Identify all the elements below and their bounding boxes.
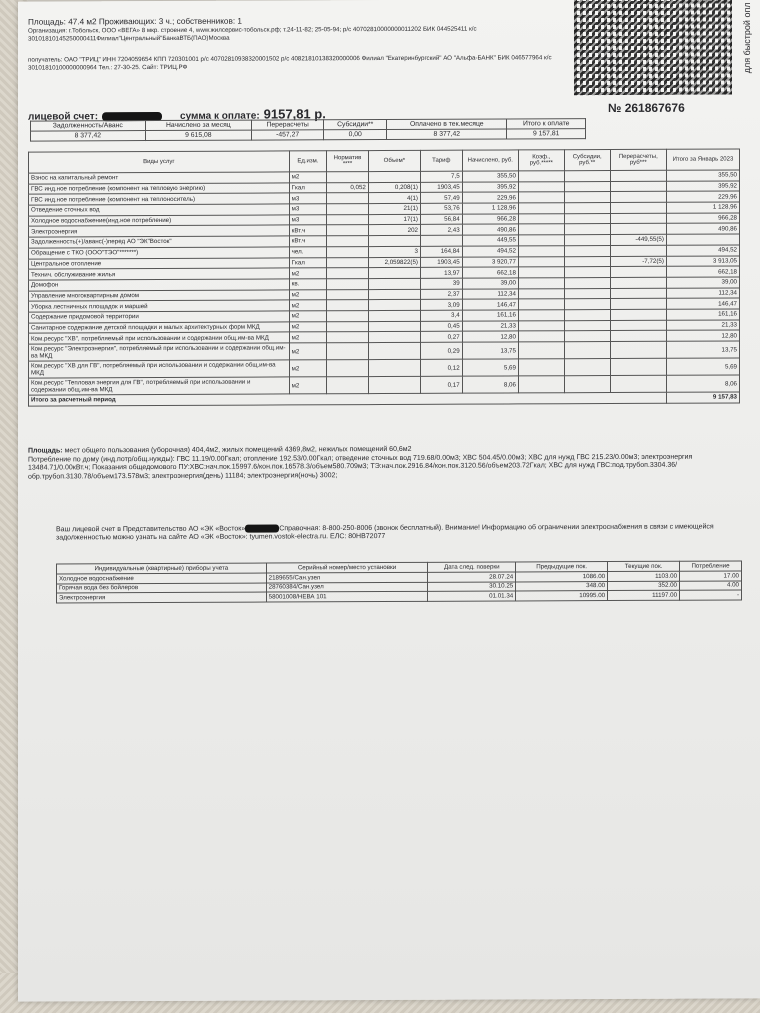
service-cell	[327, 321, 369, 332]
services-header: Начислено, руб.	[462, 150, 518, 171]
summary-header: Начислено за месяц	[145, 120, 251, 130]
service-cell	[327, 268, 369, 279]
meter-cell: -	[680, 590, 742, 600]
service-cell: 1 128,96	[666, 202, 739, 213]
meter-name: Электроэнергия	[57, 592, 267, 602]
service-name: ГВС инд.ное потребление (компонент на тепловую энергию)	[29, 183, 290, 195]
service-cell	[610, 331, 666, 342]
service-cell	[368, 332, 420, 343]
service-cell	[518, 224, 564, 235]
service-cell: 21(1)	[368, 203, 420, 214]
service-cell	[564, 181, 610, 192]
service-cell: 7,5	[420, 171, 462, 182]
service-cell: 3	[368, 246, 420, 257]
service-cell	[327, 278, 369, 289]
service-cell	[564, 171, 610, 182]
service-cell	[610, 170, 666, 181]
summary-value: 9 157,81	[507, 129, 586, 139]
service-cell	[518, 331, 564, 342]
service-cell	[564, 309, 610, 320]
amount-due-value: 9157,81 р.	[263, 106, 326, 122]
meters-header: Дата след. поверки	[428, 562, 516, 572]
service-cell: 0,27	[420, 331, 462, 342]
service-cell: м2	[289, 332, 327, 343]
meter-cell: 17.00	[680, 571, 742, 581]
meters-body	[57, 571, 742, 602]
services-body	[29, 170, 740, 395]
service-cell: кв.	[289, 279, 327, 290]
service-cell	[666, 234, 739, 245]
service-cell: м2	[289, 289, 327, 300]
meters-header: Потребление	[680, 561, 742, 571]
service-name: Ком.ресурс "Тепловая энергия для ГВ", потребляемый при использовании и содержании общ.им-ва МКД	[29, 377, 290, 395]
summary-header: Задолженность/Аванс	[31, 121, 146, 132]
service-cell: 966,28	[462, 214, 518, 225]
service-name: Отведение сточных вод	[29, 204, 290, 216]
services-header: Норматив ****	[327, 151, 369, 172]
service-cell: 146,47	[666, 298, 739, 309]
meter-cell: 2189655/Сан.узел	[266, 572, 428, 582]
services-header: Итого за Январь 2023	[666, 149, 739, 170]
service-cell: 449,55	[462, 235, 518, 246]
provider-text-after: Справочная: 8-800-250-8006 (звонок бесплатный). Внимание! Информацию об ограничении электроснабжения в связи с имеющейся задолженностью можно узнать на сайте АО «ЭК «Восток»: tyumen.vostok-electra.ru. ЕЛС: 80НВ72077	[56, 523, 714, 542]
service-cell: 355,50	[666, 170, 739, 181]
service-cell: м2	[289, 377, 327, 394]
service-cell: 2,43	[420, 225, 462, 236]
service-cell	[327, 289, 369, 300]
service-cell: 0,29	[420, 342, 462, 359]
service-cell: Гкал	[289, 257, 327, 268]
service-name: Задолженность(+)/аванс(-)перед АО "ЭК"Восток"	[29, 236, 290, 248]
redacted-provider-account	[245, 524, 279, 532]
service-cell	[564, 213, 610, 224]
service-cell	[518, 171, 564, 182]
service-cell: м2	[289, 172, 327, 183]
service-cell: м3	[289, 193, 327, 204]
service-cell: м2	[289, 311, 327, 322]
service-cell: -449,55(5)	[610, 234, 666, 245]
service-cell	[368, 300, 420, 311]
utility-bill-page	[18, 0, 760, 1002]
service-name: Ком.ресурс "ХВ", потребляемый при использовании и содержании общ.им-ва МКД	[29, 332, 290, 344]
meter-cell: 10995.00	[516, 591, 608, 601]
service-cell: кВт.ч	[289, 225, 327, 236]
service-cell: 0,12	[420, 359, 462, 376]
service-cell	[610, 202, 666, 213]
service-cell: 161,16	[666, 309, 739, 320]
services-total-row	[29, 392, 740, 406]
meter-cell: 30.10.25	[428, 581, 516, 591]
service-name: Электроэнергия	[29, 225, 290, 237]
service-cell: чел.	[289, 247, 327, 258]
service-cell: 8,06	[462, 376, 518, 393]
service-cell	[327, 332, 369, 343]
service-cell: 494,52	[666, 245, 739, 256]
service-cell	[518, 359, 564, 376]
provider-notice	[56, 523, 728, 544]
service-cell	[368, 268, 420, 279]
service-cell: 3,4	[420, 310, 462, 321]
service-cell	[368, 278, 420, 289]
service-cell	[564, 359, 610, 376]
service-cell	[564, 331, 610, 342]
summary-header: Субсидии**	[324, 120, 387, 130]
summary-header: Оплачено в тек.месяце	[387, 119, 507, 130]
meter-cell: 352.00	[608, 581, 680, 591]
service-cell	[368, 171, 420, 182]
meter-cell: 4.00	[680, 580, 742, 590]
document-number: № 261867676	[608, 100, 685, 116]
service-cell	[564, 235, 610, 246]
service-cell: 12,80	[462, 331, 518, 342]
service-cell: -7,72(5)	[610, 256, 666, 267]
provider-text-before: Ваш лицевой счет в Представительство АО «ЭК «Восток»	[56, 525, 246, 534]
service-cell: 494,52	[462, 246, 518, 257]
summary-header: Перерасчеты	[252, 120, 324, 130]
meters-header: Индивидуальные (квартирные) приборы учета	[57, 563, 267, 574]
service-cell: 13,75	[462, 342, 518, 359]
service-name: Управление многоквартирным домом	[29, 289, 290, 301]
service-cell	[420, 235, 462, 246]
service-cell: 966,28	[666, 213, 739, 224]
service-cell	[610, 266, 666, 277]
service-cell: 13,75	[666, 341, 739, 358]
service-cell	[327, 204, 369, 215]
service-cell: 39	[420, 278, 462, 289]
service-cell	[564, 267, 610, 278]
service-cell: кВт.ч	[289, 236, 327, 247]
service-cell: м2	[289, 268, 327, 279]
meter-cell: 58001008/НЕВА 101	[266, 591, 428, 601]
service-cell: м3	[289, 215, 327, 226]
service-cell: 662,18	[666, 266, 739, 277]
service-cell: 12,80	[666, 330, 739, 341]
service-cell	[327, 172, 369, 183]
services-header: Ед.изм.	[289, 151, 327, 172]
service-cell: 4(1)	[368, 193, 420, 204]
service-cell	[327, 300, 369, 311]
meter-row	[57, 590, 742, 602]
summary-header: Итого к оплате	[507, 119, 586, 129]
service-cell	[327, 236, 369, 247]
service-name: ГВС инд.ное потребление (компонент на теплоноситель)	[29, 193, 290, 205]
service-cell	[564, 288, 610, 299]
meter-cell: 11197.00	[608, 590, 680, 600]
service-cell: 8,06	[666, 375, 739, 392]
service-cell: 1903,45	[420, 182, 462, 193]
service-cell	[368, 376, 420, 393]
services-header: Коэф., руб.*****	[518, 150, 564, 171]
service-cell	[610, 375, 666, 392]
service-cell: 146,47	[462, 299, 518, 310]
service-cell: 112,34	[462, 288, 518, 299]
amount-due-label: сумма к оплате:	[180, 110, 260, 122]
service-cell	[368, 359, 420, 376]
service-cell	[610, 299, 666, 310]
service-cell: 1 128,96	[462, 203, 518, 214]
service-cell	[327, 214, 369, 225]
service-cell	[327, 377, 369, 394]
service-name: Содержание придомовой территории	[29, 311, 290, 323]
service-cell	[564, 203, 610, 214]
services-header: Тариф	[420, 150, 462, 171]
service-cell: 53,76	[420, 203, 462, 214]
service-cell	[518, 246, 564, 257]
service-cell	[610, 224, 666, 235]
service-cell	[368, 342, 420, 359]
total-label: Итого за расчетный период	[29, 392, 667, 405]
service-cell	[610, 181, 666, 192]
service-cell	[518, 203, 564, 214]
service-cell: 57,49	[420, 193, 462, 204]
service-cell	[368, 310, 420, 321]
service-cell: 39,00	[666, 277, 739, 288]
summary-value: 8 377,42	[31, 131, 146, 142]
service-cell: 56,84	[420, 214, 462, 225]
service-name: Ком.ресурс "Электроэнергия", потребляемый при использовании и содержании общ.им-ва МКД	[29, 343, 290, 361]
services-header: Субсидии, руб.**	[564, 150, 610, 171]
summary-value: 0,00	[324, 130, 387, 140]
service-cell	[610, 277, 666, 288]
summary-value-row	[31, 129, 586, 141]
service-cell: 0,17	[420, 376, 462, 393]
meter-name: Холодное водоснабжение	[57, 573, 267, 583]
service-name: Обращение с ТКО (ООО"ТЭО"*******)	[29, 247, 290, 259]
service-name: Домофон	[29, 279, 290, 291]
total-value: 9 157,83	[666, 392, 739, 403]
summary-table	[30, 118, 586, 141]
service-cell: 490,86	[666, 223, 739, 234]
service-cell	[518, 376, 564, 393]
service-name: Технич. обслуживание жилья	[29, 268, 290, 280]
meters-table	[56, 560, 742, 602]
consumption-note: Потребление по дому (инд.потр/общ.нужды): ГВС 11.19/0.00Гкал; отопление 192.53/0.00Гкал; отведение сточных вод 719.68/0.00м3; ХВС 504.45/0.00м3; ХВС для нужд ГВС 215.23/0.00м3; электроэнергия 13484.71/0.00кВт.ч; Показания общедомового ПУ:ХВС:нач.пок.15997.6/кон.пок.16578.3/объем580.709м3; ТЭ:нач.пок.2916.84/кон.пок.3120.56/объем203.72Гкал; ХВС для нужд ГВС:под.трубоп.3304.36/обр.трубоп.3130.78/объем173.578м3; электроэнергия(день) 11184; электроэнергия(ночь) 3002;	[28, 453, 693, 481]
meter-cell: 1086.00	[516, 572, 608, 582]
service-cell: 2,37	[420, 289, 462, 300]
meter-cell: 01.01.34	[428, 591, 516, 601]
service-cell	[327, 343, 369, 360]
service-cell: 202	[368, 225, 420, 236]
service-cell: 0,052	[327, 182, 369, 193]
service-cell: 13,97	[420, 267, 462, 278]
service-name: Ком.ресурс "ХВ для ГВ", потребляемый при использовании и содержании общ.им-ва МКД	[29, 360, 290, 378]
meter-cell: 28.07.24	[428, 572, 516, 582]
service-cell	[327, 311, 369, 322]
service-cell	[564, 342, 610, 359]
service-cell	[518, 192, 564, 203]
service-name: Санитарное содержание детской площадки и малых архитектурных форм МКД	[29, 322, 290, 334]
service-cell: 355,50	[462, 171, 518, 182]
service-cell	[518, 310, 564, 321]
property-info: Площадь: 47.4 м2 Проживающих: 3 ч.; собственников: 1	[28, 16, 242, 27]
services-header: Объем*	[368, 150, 420, 171]
service-cell: м2	[289, 321, 327, 332]
area-note-label: Площадь:	[28, 447, 63, 455]
service-cell	[610, 320, 666, 331]
service-cell: м2	[289, 360, 327, 377]
service-cell	[518, 235, 564, 246]
service-cell: 164,84	[420, 246, 462, 257]
service-cell	[564, 256, 610, 267]
meters-header: Серийный номер/место установки	[266, 562, 428, 573]
service-cell	[610, 309, 666, 320]
service-name: Взнос на капитальный ремонт	[29, 172, 290, 184]
area-note-text: мест общего пользования (уборочная) 404,4м2, жилых помещений 4369,8м2, нежилых помещений 60,6м2	[64, 445, 412, 455]
meter-cell: 28760384/Сан.узел	[266, 582, 428, 592]
meter-cell: 348.00	[516, 581, 608, 591]
services-header: Виды услуг	[29, 151, 290, 173]
service-cell	[564, 376, 610, 393]
services-header: Перерасчеты, руб***	[610, 149, 666, 170]
service-cell	[610, 341, 666, 358]
service-cell	[564, 192, 610, 203]
service-cell: 0,45	[420, 321, 462, 332]
service-cell: Гкал	[289, 182, 327, 193]
service-cell	[518, 342, 564, 359]
service-cell: 395,92	[666, 181, 739, 192]
service-cell	[518, 320, 564, 331]
service-cell	[610, 192, 666, 203]
service-cell	[518, 181, 564, 192]
service-cell: 112,34	[666, 288, 739, 299]
qr-caption: для быстрой опл	[742, 2, 752, 74]
service-cell: 5,69	[462, 359, 518, 376]
service-cell: 490,86	[462, 224, 518, 235]
service-cell	[327, 193, 369, 204]
service-cell	[564, 224, 610, 235]
service-cell	[564, 299, 610, 310]
service-cell: 3,09	[420, 299, 462, 310]
services-table	[28, 148, 740, 406]
service-cell: 229,96	[462, 192, 518, 203]
account-label: лицевой счет:	[28, 111, 99, 123]
summary-value: -457,27	[252, 130, 324, 140]
meters-header: Текущие пок.	[608, 561, 680, 571]
meters-header: Предыдущие пок.	[516, 562, 608, 572]
service-cell: 5,69	[666, 358, 739, 375]
meter-cell: 1103.00	[608, 571, 680, 581]
service-cell: 3 913,05	[666, 255, 739, 266]
service-cell	[610, 245, 666, 256]
qr-code	[574, 0, 732, 95]
service-cell	[368, 289, 420, 300]
organization-info: Организация: г.Тобольск, ООО «ВЕГА» 8 мкр. строение 4, www.жилсервис-тобольск.рф; т.24-11-82; 25-05-94; р/с 40702810000000011202 БИК 044525411 к/с 30101810145250000411Филиал"Центральный"БанкаВТБ(ПАО)Москва	[28, 25, 477, 43]
service-cell: 21,33	[666, 320, 739, 331]
service-cell: 3 920,77	[462, 256, 518, 267]
service-cell: 21,33	[462, 321, 518, 332]
summary-value: 9 615,08	[145, 130, 251, 140]
service-cell: м2	[289, 343, 327, 360]
service-cell: 2,059822(5)	[368, 257, 420, 268]
service-cell	[368, 235, 420, 246]
service-cell: 229,96	[666, 191, 739, 202]
service-cell	[518, 256, 564, 267]
service-cell	[518, 288, 564, 299]
service-cell: 395,92	[462, 182, 518, 193]
service-cell	[327, 225, 369, 236]
service-cell	[518, 267, 564, 278]
service-cell	[518, 213, 564, 224]
service-cell	[327, 360, 369, 377]
service-cell	[610, 213, 666, 224]
service-cell: 0,208(1)	[368, 182, 420, 193]
service-cell	[518, 299, 564, 310]
service-cell: м2	[289, 300, 327, 311]
service-cell	[610, 288, 666, 299]
service-cell	[610, 358, 666, 375]
service-cell	[327, 246, 369, 257]
service-cell	[564, 277, 610, 288]
service-cell: 1903,45	[420, 257, 462, 268]
service-cell: м3	[289, 204, 327, 215]
service-cell: 39,00	[462, 278, 518, 289]
service-cell	[564, 245, 610, 256]
service-name: Центральное отопление	[29, 257, 290, 269]
consumption-notes	[28, 444, 738, 481]
summary-value: 8 377,42	[387, 129, 507, 140]
recipient-info: получатель: ОАО "ТРИЦ" ИНН 7204059654 КПП 720301001 р/с 40702810938320001502 р/с 40821810138320000006 Филиал "Екатеринбургский" АО "Альфа-БАНК" БИК 046577964 к/с 30101810100000000964 Тел.: 27-30-25. Сайт: ТРИЦ.РФ	[28, 54, 552, 72]
service-name: Холодное водоснабжение(инд.ное потребление)	[29, 215, 290, 227]
service-cell: 161,16	[462, 310, 518, 321]
service-cell	[564, 320, 610, 331]
service-cell: 17(1)	[368, 214, 420, 225]
service-cell: 662,18	[462, 267, 518, 278]
meter-name: Горячая вода без бойлеров	[57, 583, 267, 593]
service-cell	[368, 321, 420, 332]
service-cell	[518, 278, 564, 289]
service-cell	[327, 257, 369, 268]
service-name: Уборка лестничных площадок и маршей	[29, 300, 290, 312]
